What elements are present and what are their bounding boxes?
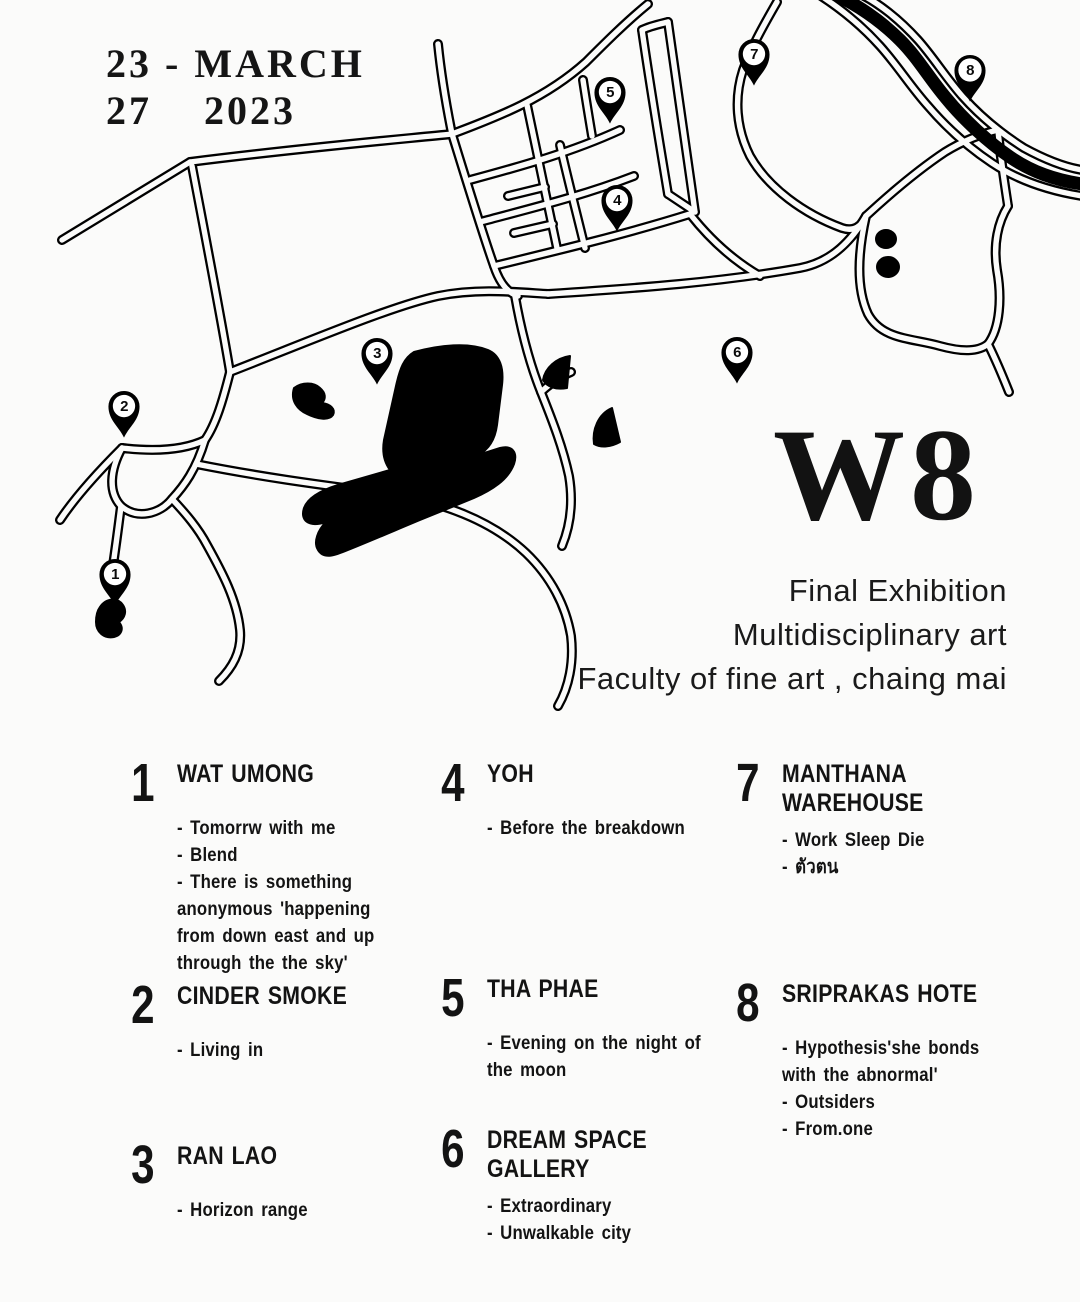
venue-number: 7: [736, 753, 758, 813]
pin-number: 2: [120, 397, 128, 415]
venue-entry-7: [733, 753, 1040, 881]
venue-name: CINDER SMOKE: [177, 982, 348, 1010]
date-line-2: 27 2023: [106, 88, 296, 133]
map-pin-7[interactable]: [737, 38, 772, 87]
venue-number: 8: [736, 973, 758, 1033]
venue-body: [782, 980, 1040, 1143]
venue-body: [487, 1126, 745, 1247]
venue-work: - Evening on the night of the moon: [487, 1032, 701, 1081]
venue-name: SRIPRAKAS HOTE: [782, 980, 978, 1008]
venue-body: [177, 982, 435, 1064]
venue-name: THA PHAE: [487, 975, 599, 1003]
venue-works: [177, 1037, 399, 1064]
pin-number: 4: [613, 191, 621, 209]
venue-body: [177, 760, 435, 977]
venue-work: - From.one: [782, 1118, 873, 1140]
venue-work: - ตัวตน: [782, 856, 839, 878]
venue-body: [487, 760, 745, 842]
map-pin-2[interactable]: [107, 390, 142, 439]
venue-number: 6: [441, 1119, 463, 1179]
venue-work: - Extraordinary: [487, 1195, 612, 1217]
venue-number: 3: [131, 1135, 153, 1195]
venue-name: WAT UMONG: [177, 760, 314, 788]
venue-entry-5: [438, 968, 745, 1084]
date-line-1: 23 - MARCH: [106, 41, 365, 86]
pin-number: 8: [966, 61, 974, 79]
subtitle-line: Final Exhibition: [788, 572, 1007, 608]
venue-work: - Outsiders: [782, 1091, 876, 1113]
venue-entry-8: [733, 973, 1040, 1143]
map-pin-8[interactable]: [953, 54, 988, 103]
map-pin-3[interactable]: [360, 337, 395, 386]
venue-works: [177, 815, 399, 977]
venue-number: 5: [441, 968, 463, 1028]
venue-work: - Before the breakdown: [487, 817, 685, 839]
venue-name: MANTHANA WAREHOUSE: [782, 760, 924, 817]
venue-body: [782, 760, 1040, 881]
venue-number: 1: [131, 753, 153, 813]
subtitle-line: Faculty of fine art , chaing mai: [577, 660, 1007, 696]
pin-number: 6: [733, 343, 741, 361]
landmark-dot-2: [877, 257, 899, 277]
venue-work: - Unwalkable city: [487, 1222, 632, 1244]
map-pin-5[interactable]: [593, 76, 628, 125]
venue-name: DREAM SPACE GALLERY: [487, 1126, 647, 1183]
landmark-blob-west: [293, 384, 334, 419]
map-pin-6[interactable]: [720, 336, 755, 385]
landmark-wedge-center: [543, 356, 570, 389]
venue-entry-1: [128, 753, 435, 977]
venue-entry-3: [128, 1135, 435, 1224]
venue-work: - Blend: [177, 844, 238, 866]
exhibition-dates: [106, 40, 365, 134]
venue-works: [782, 1035, 1004, 1143]
title-block: [577, 401, 1007, 701]
landmark-dot-1: [876, 230, 896, 248]
venue-name: RAN LAO: [177, 1142, 278, 1170]
venue-entry-6: [438, 1119, 745, 1247]
venue-body: [487, 975, 745, 1084]
venue-number: 4: [441, 753, 463, 813]
pin-number: 5: [606, 83, 614, 101]
map-pin-4[interactable]: [600, 184, 635, 233]
venue-work: - Horizon range: [177, 1199, 308, 1221]
venue-work: - Tomorrw with me: [177, 817, 336, 839]
venue-entry-2: [128, 975, 435, 1064]
pin-number: 1: [111, 565, 119, 583]
subtitle: [577, 569, 1007, 701]
venue-works: [487, 1030, 709, 1084]
venue-work: - Living in: [177, 1039, 264, 1061]
page-title: W8: [773, 401, 981, 548]
map-pin-1[interactable]: [98, 558, 133, 607]
venue-body: [177, 1142, 435, 1224]
venue-work: - Hypothesis'she bonds with the abnormal': [782, 1037, 980, 1086]
venue-number: 2: [131, 975, 153, 1035]
venue-works: [487, 1193, 709, 1247]
venue-entry-4: [438, 753, 745, 842]
venue-works: [177, 1197, 399, 1224]
venue-name: YOH: [487, 760, 534, 788]
pin-number: 7: [750, 45, 758, 63]
pin-number: 3: [373, 344, 381, 362]
subtitle-line: Multidisciplinary art: [732, 616, 1007, 652]
venue-works: [487, 815, 709, 842]
venue-works: [782, 827, 1004, 881]
venue-work: - There is something anonymous 'happening from down east and up through the the sky': [177, 871, 375, 974]
venue-work: - Work Sleep Die: [782, 829, 925, 851]
